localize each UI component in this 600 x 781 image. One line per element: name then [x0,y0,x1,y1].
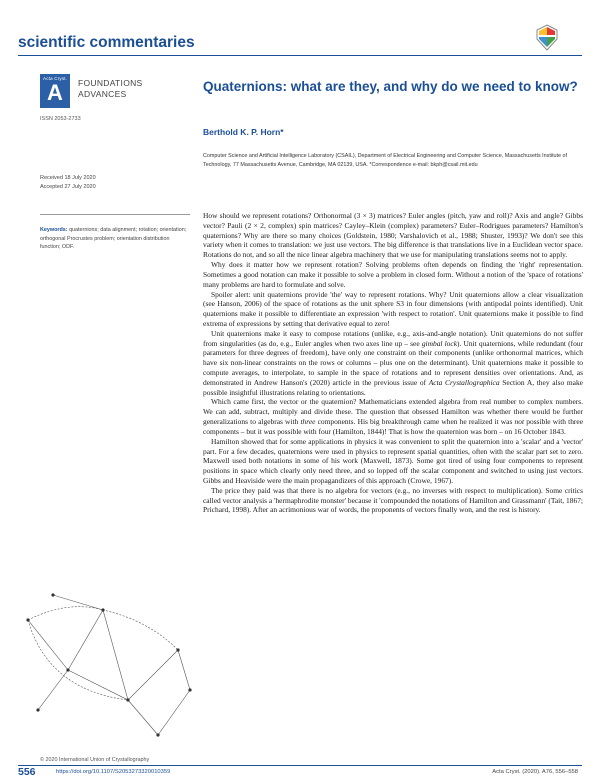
footer-rule [18,765,582,766]
crossmark-icon[interactable] [536,24,558,51]
sidebar-rule [40,214,190,215]
journal-reference: Acta Crystallographica [428,377,500,387]
doi-link[interactable]: https://doi.org/10.1107/S2053273320010359 [56,769,171,775]
rotation-space-diagram [8,560,198,750]
logo-letter: A [47,80,63,105]
keywords [40,226,190,252]
paragraph-6: Hamilton showed that for some applications in physics it was convenient to split the quaternion into a 'scalar' and a 'vector' part. For a few decades, quaternions were used in physics to represent spatial quantities, often with the scalar part set to zero. Maxwell used both notations in some of his work (Maxwell, 1873). Some got tired of using four components to represent positions in space which clearly only need three, and so lopped off the scalar component and switched to using just vectors. Gibbs and Heaviside were the main propagandizers of this approach (Crowe, 1967). [203,436,583,485]
article-author: Berthold K. P. Horn* [203,127,284,137]
journal-name-line2: ADVANCES [78,89,127,99]
journal-name-line1: FOUNDATIONS [78,78,143,88]
accepted-date: Accepted 27 July 2020 [40,184,96,190]
article-title: Quaternions: what are they, and why do we need to know? [203,79,578,94]
paragraph-7: The price they paid was that there is no algebra for vectors (e.g., no inverses with respect to multiplication). Some critics called vector analysis a 'hermaphrodite monster' because it 'compounded the notations of Hamilton and Grassmann' (Tait, 1867; Prichard, 1998). After an acrimonious war of words, the proponents of vectors finally won, and the rest is history. [203,485,583,515]
paragraph-1: How should we represent rotations? Orthonormal (3 × 3) matrices? Euler angles (pitch, yaw and roll)? Axis and angle? Gibbs vector? Pauli (2 × 2, complex) spin matrices? Cayley–Klein (complex) parameters? Euler–Rodrigues parameters? Hamilton's quaternions? Why are there so many choices (Goldstein, 1980; Varshalovich et al., 1988; Shuster, 1993)? We don't see this variety when it comes to translation: we just use vectors. The big difference is that translations live in a Euclidean vector space. Rotations do not, and so all the nice linear algebra machinery that we use for manipulating translations seems not to apply. [203,211,583,260]
paragraph-2: Why does it matter how we represent rotation? Solving problems often depends on finding the 'right' representation. Sometimes a good notation can make it possible to solve a problem in closed form. Without a notion of the 'space of rotations' many problems are hard to formulate and solve. [203,260,583,289]
keywords-label: Keywords: [40,227,68,233]
page-number: 556 [18,766,36,778]
keywords-list: quaternions; data alignment; rotation; orientation; orthogonal Procrustes problem; orientation distribution function; ODF. [40,227,187,251]
paragraph-3: Spoiler alert: unit quaternions provide 'the' way to represent rotations. Why? Unit quaternions allow a clear visualization (see Hanson, 2006) of the space of rotations as the unit sphere S3 in four dimensions (with antipodal points identified). Unit quaternions make it possible to differentiate an expression 'with respect to rotation'. Unit quaternions make it possible to find extrema of expressions by setting that derivative equal to zero! [203,289,583,328]
logo-small-text: Acta Cryst. [43,76,68,81]
article-dates [40,174,96,192]
issn: ISSN 2053-2733 [40,116,81,122]
paragraph-4: Unit quaternions make it easy to compose rotations (unlike, e.g., axis-and-angle notation). Unit quaternions do not suffer from singularities (as do, e.g., Euler angles when two axes line up – see gimbal lock). Unit quaternions, while redundant (four parameters for three degrees of freedom), have only one constraint on their components (unlike orthonormal matrices, which have six non-linear constraints on the rows or columns – plus one on the determinant). Unit quaternions make it possible to compute averages, to interpolate, to sample in the space of rotations and to represent densities over orientations. And, as demonstrated in Andrew Hanson's (2020) article in the previous issue of Acta Crystallographica Section A, they also make possible insightful illustrations relating to orientations. [203,328,583,397]
header-rule [18,55,582,56]
received-date: Received 18 July 2020 [40,175,96,181]
author-affiliation: Computer Science and Artificial Intelligence Laboratory (CSAIL), Department of Electrical Engineering and Computer Science, Massachusetts Institute of Technology, 77 Massachusetts Avenue, Cambridge, MA 02139, USA. *Correspondence e-mail: bkph@csail.mit.edu [203,153,568,168]
article-body [203,211,583,515]
journal-logo [40,74,160,108]
journal-citation: Acta Cryst. (2020). A76, 556–558 [492,769,578,775]
paragraph-5: Which came first, the vector or the quaternion? Mathematicians extended algebra from real number to complex numbers. We can add, subtract, multiply and divide these. The question that obsessed Hamilton was whether there would be further generalizations to algebras with three components. His big breakthrough came when he realized it was not possible with three components – but it was possible with four (Hamilton, 1844)! That is how the quaternion was born – on 16 October 1843. [203,397,584,436]
journal-logo-mark [40,74,70,108]
journal-name [78,78,143,100]
gimbal-lock-link: gimbal lock [421,338,458,348]
section-header: scientific commentaries [18,34,195,51]
copyright: © 2020 International Union of Crystallography [40,757,150,763]
